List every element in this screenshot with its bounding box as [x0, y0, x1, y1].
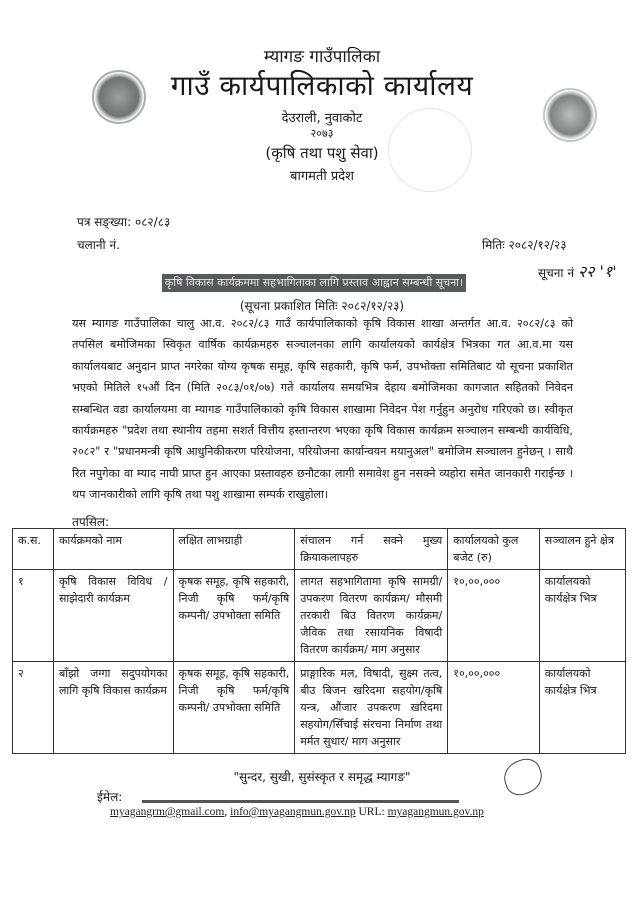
province-name: बागमती प्रदेश	[290, 169, 354, 184]
notice-number	[538, 260, 617, 282]
cell-area: कार्यालयको कार्यक्षेत्र भित्र	[539, 662, 625, 754]
table-row	[13, 662, 626, 754]
cell-serial: २	[13, 662, 54, 754]
details-label: तपसिल:	[72, 515, 110, 529]
section-name: (कृषि तथा पशु सेवा)	[265, 144, 379, 162]
dispatch-number: चलानी नं.	[77, 238, 120, 252]
programs-table	[12, 528, 626, 754]
url-label: URL:	[358, 806, 385, 818]
established-year: २०७३	[310, 127, 334, 140]
cell-activities: प्राङ्गारिक मल, विषादी, सुक्ष्म तत्व, बीउ बिजन खरिदमा सहयोग/कृषि यन्त्र, औंजार उपकरण खरिदमा सहयोग/सिँचाई संरचना निर्माण तथा मर्मत सुधार/ माग अनुसार	[295, 662, 448, 754]
header-area: सञ्चालन हुने क्षेत्र	[539, 529, 625, 570]
municipality-name: म्यागङ गाउँपालिका	[263, 47, 381, 67]
header-serial: क.स.	[13, 529, 54, 570]
footer-divider	[142, 800, 459, 803]
motto: "सुन्दर, सुखी, सुसंस्कृत र समृद्ध म्यागङ"	[233, 770, 411, 784]
office-address: देउराली, नुवाकोट	[281, 111, 363, 126]
header-beneficiaries: लक्षित लाभग्राही	[173, 529, 295, 570]
header-budget: कार्यालयको कुल बजेट (रु)	[448, 529, 540, 570]
cell-beneficiaries: कृषक समूह, कृषि सहकारी, निजी कृषि फर्म/कृषि कम्पनी/ उपभोक्ता समिति	[173, 662, 295, 754]
office-title: गाउँ कार्यपालिकाको कार्यालय	[170, 69, 474, 102]
email-label: ईमेल:	[97, 790, 123, 804]
email-link-gmail[interactable]: myagangrm@gmail.com	[110, 806, 225, 818]
email-link-info[interactable]: info@myagangmun.gov.np	[230, 806, 356, 818]
letter-date: मितिः २०८२/१२/२३	[482, 238, 567, 252]
notice-body: यस म्यागङ गाउँपालिका चालु आ.व. २०८२/८३ गाउँ कार्यपालिकाको कृषि विकास शाखा अन्तर्गत आ.व. २०८२/८३ को तपसिल बमोजिमका स्विकृत वार्षिक कार्यक्रमहरु सञ्चालनका लागि कार्यालयको कार्यक्षेत्र भित्रका गत आ.व.मा यस कार्यालयबाट अनुदान प्राप्त नगरेका योग्य कृषक समूह, कृषि सहकारी, कृषि फर्म, उपभोक्ता समितिबाट यो सूचना प्रकाशित भएको मितिले १५औं दिन (मिति २०८३/०१/०७) गते कार्यालय समयभित्र देहाय बमोजिमका कागजात सहितको निवेदन सम्बन्धित वडा कार्यालयमा वा म्यागङ गाउँपालिकाको कृषि विकास शाखामा निवेदन पेश गर्नुहुन अनुरोध गरिएको छ। स्वीकृत कार्यक्रमहरु "प्रदेश तथा स्थानीय तहमा सशर्त वित्तीय हस्तान्तरण भएका कृषि विकास कार्यक्रम सञ्चालन सम्बन्धी कार्यविधि, २०८२" र "प्रधानमन्त्री कृषि आधुनिकीकरण परियोजना, परियोजना कार्यान्वयन मयानुअल" बमोजिम सञ्चालन हुनेछन् । साथै रित नपुगेका वा म्याद नाघी प्राप्त हुन आएका प्रस्तावहरु छनौटका लागी समावेश हुन नसक्ने व्यहोरा समेत जानकारी गराईन्छ । थप जानकारीको लागि कृषि तथा पशु शाखामा सम्पर्क राखुहोला।	[72, 317, 573, 502]
contact-links	[110, 806, 484, 818]
website-link[interactable]: myagangmun.gov.np	[387, 806, 484, 818]
cell-serial: १	[13, 570, 54, 662]
header-program-name: कार्यक्रमको नाम	[53, 529, 173, 570]
notice-number-label: सूचना नं	[538, 266, 574, 280]
cell-budget: १०,००,०००	[448, 662, 540, 754]
cell-area: कार्यालयको कार्यक्षेत्र भित्र	[539, 570, 625, 662]
link-separator: ,	[224, 806, 228, 818]
published-date: (सूचना प्रकाशित मितिः २०८२/१२/२३)	[239, 299, 405, 313]
header-activities: संचालन गर्न सक्ने मुख्य क्रियाकलापहरु	[295, 529, 448, 570]
cell-program-name: बाँझो जग्गा सदुपयोगका लागि कृषि विकास कार्यक्रम	[53, 662, 173, 754]
table-header-row	[13, 529, 626, 570]
cell-activities: लागत सहभागितामा कृषि सामग्री/उपकरण वितरण कार्यक्रम/ मौसमी तरकारी बिउ वितरण कार्यक्रम/ जैविक तथा रसायनिक विषादी वितरण कार्यक्रम/ माग अनुसार	[295, 570, 448, 662]
cell-beneficiaries: कृषक समूह, कृषि सहकारी, निजी कृषि फर्म/कृषि कम्पनी/ उपभोक्ता समिति	[173, 570, 295, 662]
table-row	[13, 570, 626, 662]
letter-number: पत्र सङ्ख्या: ०८२/८३	[77, 215, 171, 229]
cell-program-name: कृषि विकास विविध /साझेदारी कार्यक्रम	[53, 570, 173, 662]
cell-budget: १०,००,०००	[448, 570, 540, 662]
notice-title: कृषि विकास कार्यक्रममा सहभागिताका लागि प्रस्ताव आह्वान सम्बन्धी सूचना।	[162, 274, 466, 292]
notice-number-handwritten: २२ '१'	[577, 262, 617, 281]
